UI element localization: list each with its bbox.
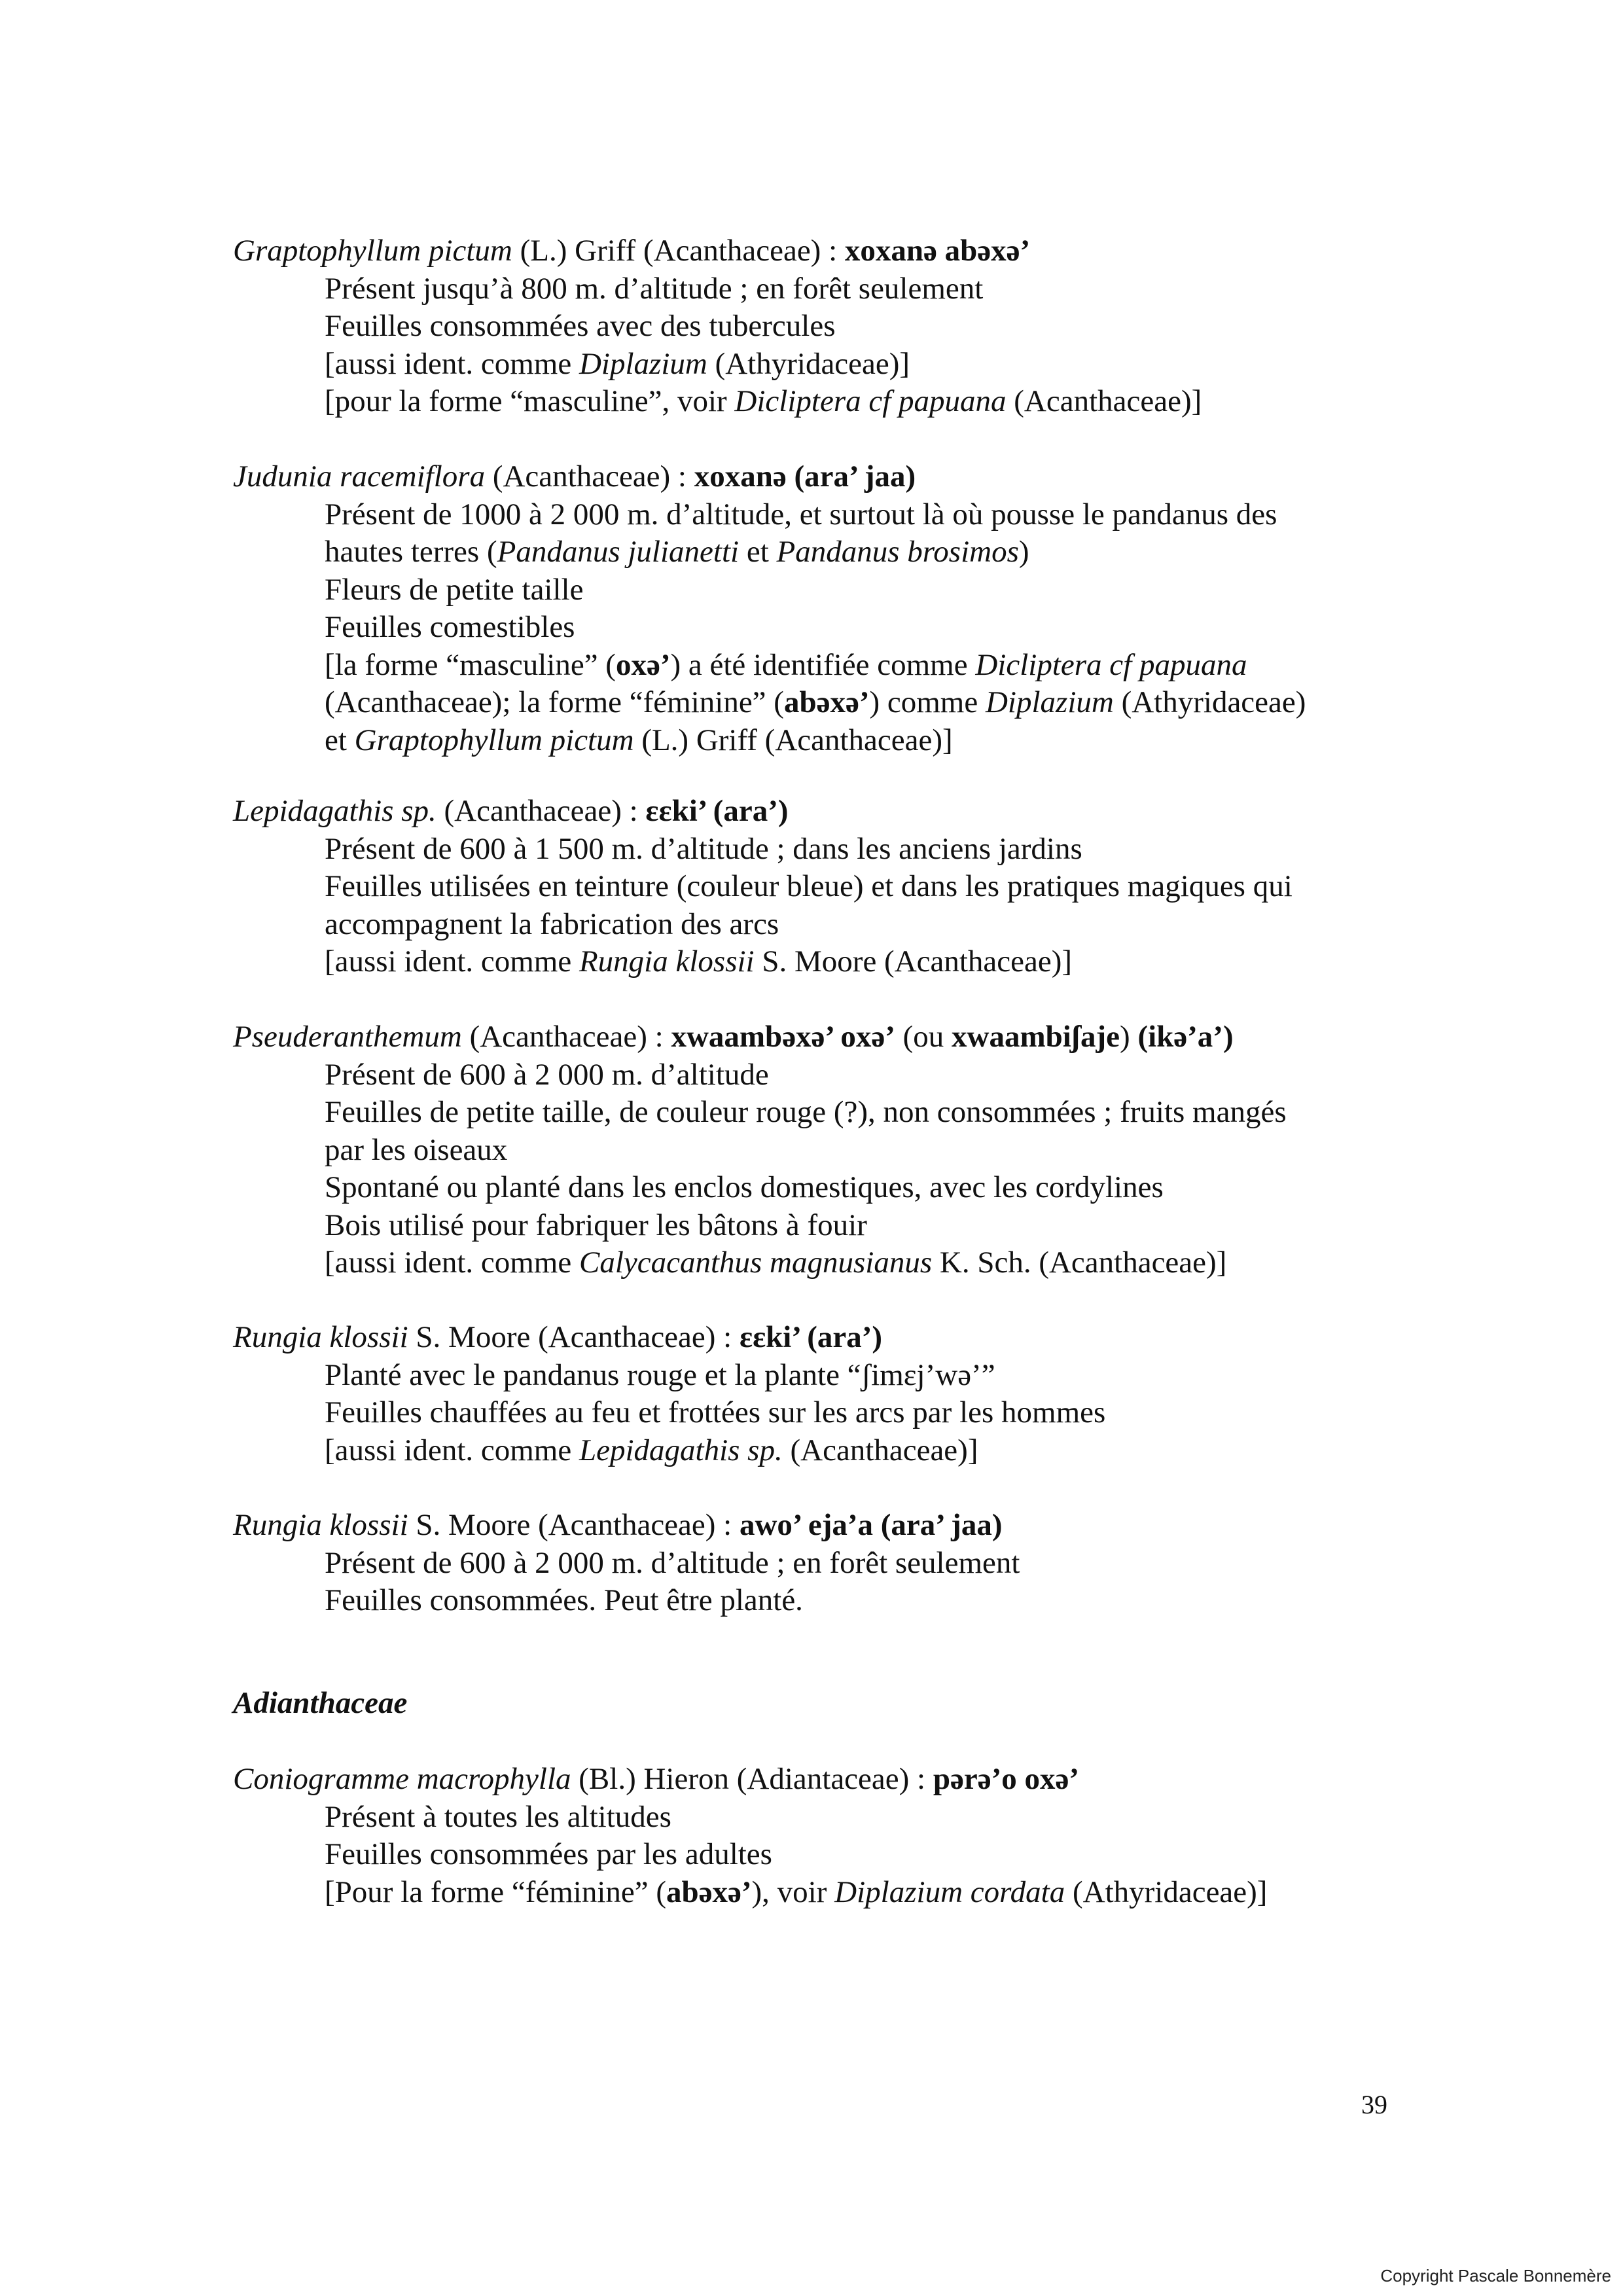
glossary-entry — [233, 793, 1476, 981]
taxon-name: Lepidagathis sp. — [233, 794, 437, 828]
text-run: [pour la forme “masculine”, voir — [325, 384, 735, 418]
text-run: (Athyridaceae)] — [1065, 1874, 1268, 1909]
text-run: Feuilles chauffées au feu et frottées sur les arcs par les hommes — [325, 1395, 1106, 1429]
text-run: ) comme — [869, 685, 986, 719]
text-run: Feuilles consommées avec des tubercules — [325, 309, 836, 343]
taxon-name: Calycacanthus magnusianus — [579, 1246, 933, 1280]
text-run: Bois utilisé pour fabriquer les bâtons à fouir — [325, 1208, 867, 1242]
glossary-entry — [233, 1507, 1476, 1620]
entry-line — [233, 1169, 1476, 1207]
vernacular-term: abəxə’ — [666, 1874, 752, 1909]
taxon-name: Coniogramme macrophylla — [233, 1762, 571, 1796]
entry-line — [233, 1545, 1476, 1583]
text-run: (Acanthaceae) : — [485, 459, 694, 493]
glossary-entry — [233, 458, 1476, 759]
text-run: Présent jusqu’à 800 m. d’altitude ; en forêt seulement — [325, 271, 984, 306]
entry-line — [233, 1394, 1476, 1432]
taxon-name: Rungia klossii — [233, 1320, 408, 1354]
text-run: Présent de 1000 à 2 000 m. d’altitude, et surtout là où pousse le pandanus des — [325, 497, 1277, 531]
entry-line — [233, 609, 1476, 647]
entry-line — [233, 1056, 1476, 1094]
vernacular-term: εεki’ (ara’) — [645, 794, 789, 828]
text-run: Présent de 600 à 1 500 m. d’altitude ; dans les anciens jardins — [325, 831, 1082, 866]
text-run: Présent de 600 à 2 000 m. d’altitude ; en forêt seulement — [325, 1545, 1020, 1580]
text-run: [la forme “masculine” ( — [325, 647, 616, 682]
text-run: (Acanthaceae)] — [782, 1433, 978, 1467]
text-run: (Athyridaceae) — [1113, 685, 1306, 719]
text-run: par les oiseaux — [325, 1132, 508, 1167]
glossary-entry — [233, 232, 1476, 421]
entry-line — [233, 1432, 1476, 1470]
entry-heading — [233, 1761, 1476, 1799]
taxon-name: Diplazium cordata — [834, 1874, 1065, 1909]
text-run: S. Moore (Acanthaceae) : — [408, 1320, 740, 1354]
entry-heading — [233, 793, 1476, 831]
entry-heading — [233, 1319, 1476, 1357]
text-run: (ou — [895, 1020, 952, 1054]
text-run: S. Moore (Acanthaceae)] — [754, 944, 1073, 978]
taxon-name: Graptophyllum pictum — [233, 234, 512, 268]
text-run: Présent à toutes les altitudes — [325, 1799, 671, 1834]
entry-heading — [233, 1507, 1476, 1545]
text-run: (Acanthaceae) : — [436, 794, 646, 828]
section-heading: Adianthaceae — [233, 1686, 408, 1720]
text-run: (L.) Griff (Acanthaceae)] — [633, 723, 953, 757]
entry-line — [233, 943, 1476, 981]
taxon-name: Dicliptera cf papuana — [975, 647, 1247, 682]
text-run: Feuilles utilisées en teinture (couleur bleue) et dans les pratiques magiques qui — [325, 869, 1293, 903]
glossary-entry — [233, 1761, 1476, 1911]
entry-line — [233, 684, 1476, 722]
entry-line — [233, 1874, 1476, 1912]
text-run: Feuilles de petite taille, de couleur rouge (?), non consommées ; fruits mangés — [325, 1095, 1287, 1129]
vernacular-term: xwaambəxə’ oxə’ — [671, 1020, 895, 1054]
text-run: [aussi ident. comme — [325, 1433, 579, 1467]
entry-line — [233, 1094, 1476, 1132]
text-run: [Pour la forme “féminine” ( — [325, 1874, 667, 1909]
text-run: (Acanthaceae)] — [1006, 384, 1202, 418]
taxon-name: Rungia klossii — [233, 1508, 408, 1542]
entry-line — [233, 1244, 1476, 1282]
text-run: (L.) Griff (Acanthaceae) : — [512, 234, 845, 268]
text-run: [aussi ident. comme — [325, 944, 579, 978]
text-run: [aussi ident. comme — [325, 346, 579, 381]
text-run: Planté avec le pandanus rouge et la plante “ʃimεj’wə’” — [325, 1357, 995, 1392]
text-run: S. Moore (Acanthaceae) : — [408, 1508, 740, 1542]
text-run: Feuilles comestibles — [325, 610, 575, 644]
vernacular-term: xoxanə (ara’ jaa) — [694, 459, 916, 493]
entry-line — [233, 496, 1476, 534]
text-run: (Acanthaceae) : — [461, 1020, 671, 1054]
entry-line — [233, 906, 1476, 944]
entry-line — [233, 270, 1476, 308]
entry-line — [233, 1836, 1476, 1874]
entry-line — [233, 1799, 1476, 1837]
entry-line — [233, 1357, 1476, 1395]
text-run: ) — [1120, 1020, 1138, 1054]
text-run: (Bl.) Hieron (Adiantaceae) : — [571, 1762, 933, 1796]
glossary-entry — [233, 1018, 1476, 1282]
text-run: (Athyridaceae)] — [707, 346, 910, 381]
text-run: et — [739, 535, 777, 569]
text-run: Spontané ou planté dans les enclos domestiques, avec les cordylines — [325, 1170, 1164, 1204]
entry-heading — [233, 1018, 1476, 1056]
text-run: Présent de 600 à 2 000 m. d’altitude — [325, 1057, 769, 1092]
text-run: hautes terres ( — [325, 535, 497, 569]
text-run: (Acanthaceae); la forme “féminine” ( — [325, 685, 784, 719]
taxon-name: Judunia racemiflora — [233, 459, 486, 493]
text-run: K. Sch. (Acanthaceae)] — [932, 1246, 1227, 1280]
taxon-name: Rungia klossii — [579, 944, 755, 978]
entry-line — [233, 383, 1476, 421]
taxon-name: Pandanus brosimos — [776, 535, 1019, 569]
entry-line — [233, 571, 1476, 609]
entry-line — [233, 308, 1476, 346]
taxon-name: Graptophyllum pictum — [354, 723, 634, 757]
text-run: accompagnent la fabrication des arcs — [325, 906, 779, 941]
vernacular-term: pərə’o oxə’ — [933, 1762, 1079, 1796]
text-run: et — [325, 723, 355, 757]
copyright-notice: Copyright Pascale Bonnemère — [1380, 2266, 1611, 2286]
text-run: ), voir — [751, 1874, 835, 1909]
entry-line — [233, 647, 1476, 685]
vernacular-term: abəxə’ — [783, 685, 870, 719]
vernacular-term: εεki’ (ara’) — [739, 1320, 883, 1354]
taxon-name: Diplazium — [985, 685, 1114, 719]
entry-line — [233, 722, 1476, 760]
page-number: 39 — [1361, 2090, 1387, 2119]
vernacular-term: xwaambiʃaje — [952, 1020, 1120, 1054]
taxon-name: Lepidagathis sp. — [579, 1433, 783, 1467]
text-run: [aussi ident. comme — [325, 1246, 579, 1280]
text-run: Feuilles consommées. Peut être planté. — [325, 1583, 803, 1617]
entry-line — [233, 831, 1476, 869]
text-run: ) a été identifiée comme — [670, 647, 976, 682]
text-run: ) — [1018, 535, 1029, 569]
entry-line — [233, 1582, 1476, 1620]
entry-line — [233, 868, 1476, 906]
entry-heading — [233, 232, 1476, 270]
text-run: Fleurs de petite taille — [325, 572, 584, 607]
taxon-name: Pandanus julianetti — [497, 535, 740, 569]
entry-line — [233, 533, 1476, 571]
taxon-name: Diplazium — [579, 346, 707, 381]
entry-heading — [233, 458, 1476, 496]
glossary-entry — [233, 1319, 1476, 1469]
entry-line — [233, 346, 1476, 384]
vernacular-term: (ikə’a’) — [1137, 1020, 1234, 1054]
taxon-name: Dicliptera cf papuana — [734, 384, 1007, 418]
text-run: Feuilles consommées par les adultes — [325, 1837, 772, 1871]
vernacular-term: xoxanə abəxə’ — [844, 234, 1031, 268]
taxon-name: Pseuderanthemum — [233, 1020, 462, 1054]
vernacular-term: awo’ eja’a (ara’ jaa) — [739, 1508, 1003, 1542]
vernacular-term: oxə’ — [615, 647, 671, 682]
entry-line — [233, 1207, 1476, 1245]
entry-line — [233, 1132, 1476, 1170]
